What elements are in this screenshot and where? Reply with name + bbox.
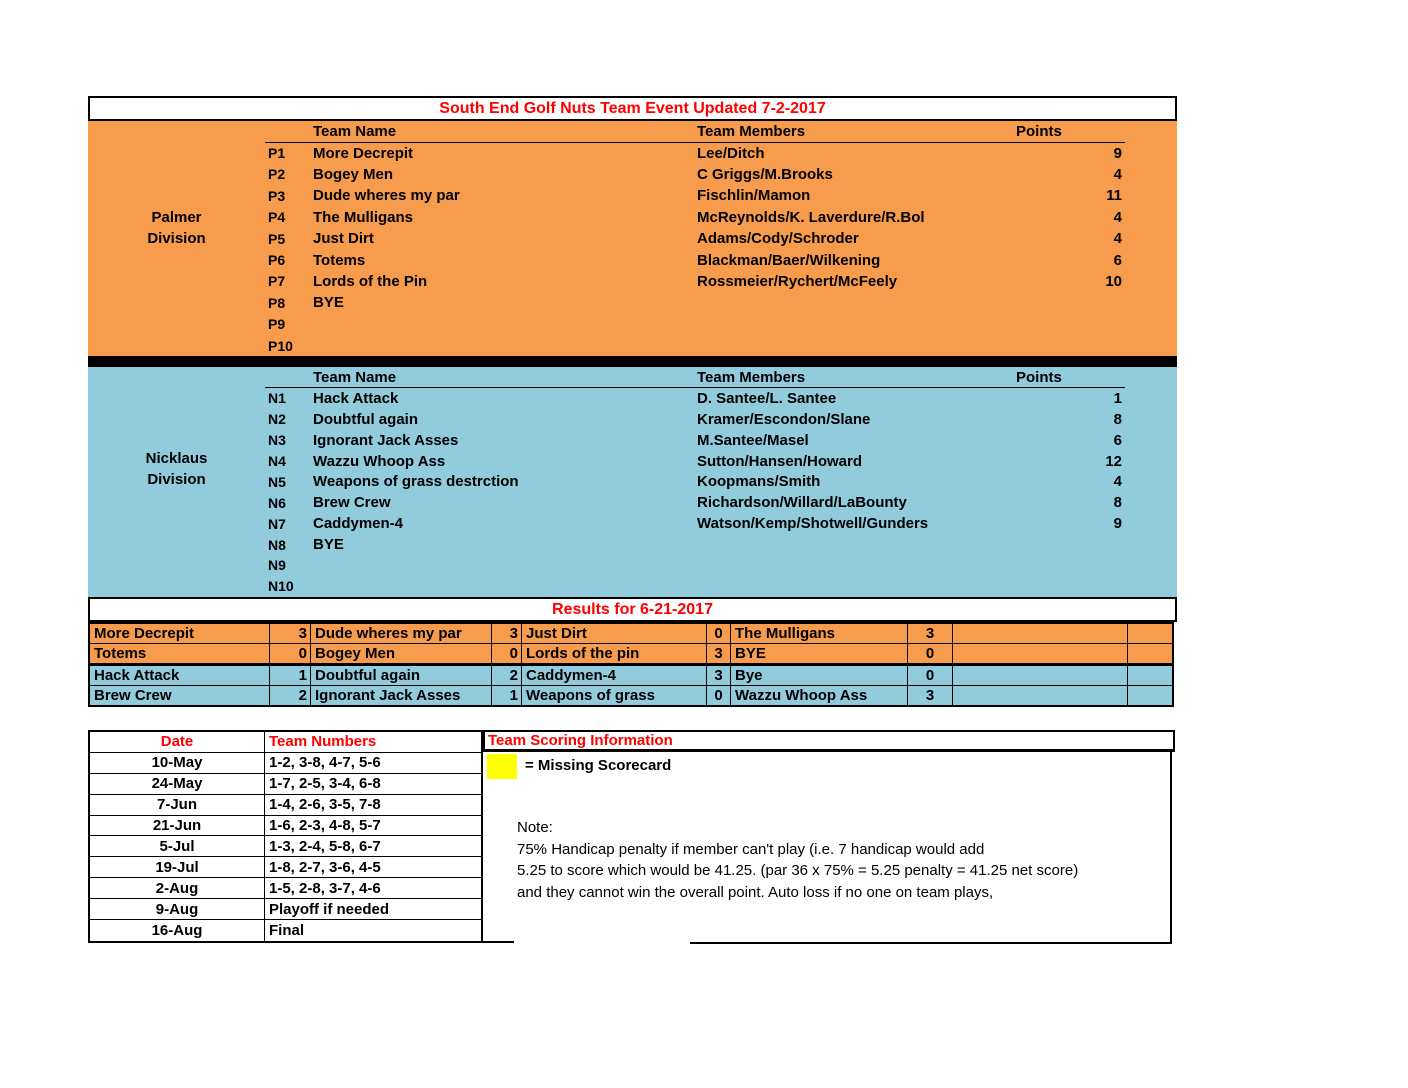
team-name-header: Team Name bbox=[313, 123, 397, 141]
result-score: 3 bbox=[707, 666, 731, 685]
team-name: The Mulligans bbox=[313, 208, 414, 226]
results-row bbox=[90, 666, 1172, 686]
team-row bbox=[88, 271, 1177, 292]
team-code: P5 bbox=[268, 230, 286, 247]
team-code: P7 bbox=[268, 273, 286, 290]
team-members: Kramer/Escondon/Slane bbox=[697, 410, 871, 428]
empty-cell bbox=[953, 624, 1128, 643]
team-name: Dude wheres my par bbox=[313, 187, 460, 205]
scoring-info-header: Team Scoring Information bbox=[483, 730, 1175, 752]
team-points: 12 bbox=[1105, 452, 1122, 470]
schedule-numbers: Final bbox=[269, 921, 305, 939]
column-header-row bbox=[88, 367, 1177, 388]
header-underline bbox=[265, 387, 1125, 388]
team-code: N10 bbox=[268, 578, 294, 595]
team-points: 1 bbox=[1113, 389, 1122, 407]
team-numbers-column-header: Team Numbers bbox=[265, 732, 481, 753]
schedule-table bbox=[88, 730, 483, 943]
result-team: Lords of the pin bbox=[522, 644, 707, 663]
result-score: 1 bbox=[492, 686, 522, 705]
results-title: Results for 6-21-2017 bbox=[88, 597, 1177, 622]
date-column-header: Date bbox=[90, 732, 265, 753]
result-team: Bye bbox=[731, 666, 908, 685]
schedule-numbers: 1-7, 2-5, 3-4, 6-8 bbox=[265, 774, 481, 795]
page-title: South End Golf Nuts Team Event Updated 7-2-2017 bbox=[88, 96, 1177, 121]
result-score: 0 bbox=[492, 644, 522, 663]
team-points: 8 bbox=[1113, 410, 1122, 428]
result-score: 0 bbox=[707, 686, 731, 705]
team-points: 4 bbox=[1113, 473, 1122, 491]
result-team: Totems bbox=[90, 644, 270, 663]
division-label-line1: Nicklaus bbox=[145, 450, 208, 467]
team-name: More Decrepit bbox=[313, 144, 414, 162]
team-code: N1 bbox=[268, 390, 286, 407]
team-code: P4 bbox=[268, 209, 286, 226]
team-code: P9 bbox=[268, 316, 286, 333]
schedule-numbers: Playoff if needed bbox=[265, 899, 481, 920]
team-members: Fischlin/Mamon bbox=[697, 187, 811, 205]
team-name: Hack Attack bbox=[313, 389, 399, 407]
team-row bbox=[88, 249, 1177, 270]
schedule-numbers: 1-6, 2-3, 4-8, 5-7 bbox=[265, 816, 481, 837]
schedule-date: 5-Jul bbox=[90, 836, 265, 857]
team-code: N8 bbox=[268, 536, 286, 553]
team-name-header: Team Name bbox=[313, 368, 397, 386]
result-team: More Decrepit bbox=[90, 624, 270, 643]
team-row bbox=[88, 555, 1177, 576]
result-score: 0 bbox=[908, 666, 953, 685]
team-members: Adams/Cody/Schroder bbox=[697, 230, 859, 248]
team-points: 8 bbox=[1113, 494, 1122, 512]
result-score: 0 bbox=[270, 644, 311, 663]
schedule-numbers: 1-5, 2-8, 3-7, 4-6 bbox=[265, 878, 481, 899]
nicklaus-division-table bbox=[88, 367, 1177, 597]
team-members: McReynolds/K. Laverdure/R.Bol bbox=[697, 208, 925, 226]
schedule-date: 19-Jul bbox=[90, 857, 265, 878]
team-code: N3 bbox=[268, 432, 286, 449]
team-code: P2 bbox=[268, 166, 286, 183]
result-score: 0 bbox=[707, 624, 731, 643]
team-code: N2 bbox=[268, 411, 286, 428]
results-row bbox=[90, 686, 1172, 705]
note-line-3: and they cannot win the overall point. Auto loss if no one on team plays, bbox=[517, 884, 994, 901]
team-points: 9 bbox=[1113, 144, 1122, 162]
result-team: Just Dirt bbox=[522, 624, 707, 643]
results-table bbox=[88, 622, 1174, 707]
team-code: N9 bbox=[268, 557, 286, 574]
team-members: Watson/Kemp/Shotwell/Gunders bbox=[697, 515, 929, 533]
result-team: Ignorant Jack Asses bbox=[311, 686, 492, 705]
team-members: Lee/Ditch bbox=[697, 144, 765, 162]
team-code: P10 bbox=[268, 337, 293, 354]
schedule-numbers: 1-2, 3-8, 4-7, 5-6 bbox=[265, 753, 481, 774]
team-row bbox=[88, 534, 1177, 555]
schedule-date: 9-Aug bbox=[90, 899, 265, 920]
palmer-division-table bbox=[88, 121, 1177, 356]
team-row bbox=[88, 576, 1177, 597]
result-team: Wazzu Whoop Ass bbox=[731, 686, 908, 705]
points-header: Points bbox=[1016, 123, 1062, 141]
schedule-date: 16-Aug bbox=[90, 920, 265, 941]
team-row bbox=[88, 314, 1177, 335]
points-header: Points bbox=[1016, 368, 1062, 386]
team-code: N5 bbox=[268, 473, 286, 490]
result-team: The Mulligans bbox=[731, 624, 908, 643]
empty-cell bbox=[953, 686, 1128, 705]
team-code: P8 bbox=[268, 294, 286, 311]
division-label bbox=[88, 449, 265, 491]
result-score: 1 bbox=[270, 666, 311, 685]
empty-cell bbox=[1128, 666, 1172, 685]
team-row bbox=[88, 388, 1177, 409]
team-code: P3 bbox=[268, 187, 286, 204]
team-name: Wazzu Whoop Ass bbox=[313, 452, 446, 470]
division-separator-bar bbox=[88, 356, 1177, 367]
team-points: 11 bbox=[1106, 187, 1122, 205]
scoring-box-bottom-border-left bbox=[483, 941, 514, 943]
schedule-date: 21-Jun bbox=[90, 816, 265, 837]
results-row bbox=[90, 644, 1172, 666]
result-team: Hack Attack bbox=[90, 666, 270, 685]
schedule-date: 10-May bbox=[90, 753, 265, 774]
team-code: N6 bbox=[268, 494, 286, 511]
result-score: 3 bbox=[908, 686, 953, 705]
team-name: BYE bbox=[313, 294, 344, 312]
schedule-numbers: 1-4, 2-6, 3-5, 7-8 bbox=[265, 795, 481, 816]
team-row bbox=[88, 142, 1177, 163]
division-label-line2: Division bbox=[147, 230, 206, 248]
team-points: 6 bbox=[1113, 251, 1122, 269]
scoring-box-right-border bbox=[1170, 752, 1172, 942]
result-team: Weapons of grass bbox=[522, 686, 707, 705]
result-team: BYE bbox=[731, 644, 908, 663]
empty-cell bbox=[953, 644, 1128, 663]
result-score: 0 bbox=[908, 644, 953, 663]
result-score: 3 bbox=[270, 624, 311, 643]
division-label-line1: Palmer bbox=[151, 209, 202, 226]
team-name: Doubtful again bbox=[313, 410, 418, 428]
team-members: Blackman/Baer/Wilkening bbox=[697, 251, 881, 269]
missing-scorecard-label: = Missing Scorecard bbox=[525, 757, 672, 774]
team-code: P1 bbox=[268, 145, 286, 162]
result-team: Brew Crew bbox=[90, 686, 270, 705]
result-team: Doubtful again bbox=[311, 666, 492, 685]
team-members: Rossmeier/Rychert/McFeely bbox=[697, 272, 898, 290]
note-line-1: 75% Handicap penalty if member can't play (i.e. 7 handicap would add bbox=[517, 841, 985, 858]
team-row bbox=[88, 513, 1177, 534]
team-name: Ignorant Jack Asses bbox=[313, 431, 459, 449]
empty-cell bbox=[1128, 686, 1172, 705]
schedule-numbers: 1-3, 2-4, 5-8, 6-7 bbox=[265, 836, 481, 857]
schedule-date: 24-May bbox=[90, 774, 265, 795]
team-points: 4 bbox=[1113, 208, 1122, 226]
empty-cell bbox=[953, 666, 1128, 685]
team-code: P6 bbox=[268, 252, 286, 269]
team-row bbox=[88, 292, 1177, 313]
team-name: Lords of the Pin bbox=[313, 272, 428, 290]
result-team: Caddymen-4 bbox=[522, 666, 707, 685]
team-name: BYE bbox=[313, 536, 344, 554]
team-name: Totems bbox=[313, 251, 366, 269]
header-underline bbox=[265, 142, 1125, 143]
team-code: N4 bbox=[268, 453, 286, 469]
empty-cell bbox=[1128, 644, 1172, 663]
result-score: 2 bbox=[492, 666, 522, 685]
team-points: 6 bbox=[1113, 431, 1122, 449]
division-label-line2: Division bbox=[147, 470, 206, 488]
result-score: 3 bbox=[492, 624, 522, 643]
team-row bbox=[88, 185, 1177, 206]
team-points: 4 bbox=[1113, 165, 1122, 183]
result-score: 3 bbox=[707, 644, 731, 663]
team-name: Brew Crew bbox=[313, 494, 391, 512]
team-members: Sutton/Hansen/Howard bbox=[697, 452, 863, 470]
team-points: 9 bbox=[1113, 515, 1122, 533]
team-name: Weapons of grass destrction bbox=[313, 473, 519, 491]
result-team: Dude wheres my par bbox=[311, 624, 492, 643]
team-members: M.Santee/Masel bbox=[697, 431, 809, 449]
team-name: Caddymen-4 bbox=[313, 515, 404, 533]
team-code: N7 bbox=[268, 515, 286, 532]
result-team: Bogey Men bbox=[311, 644, 492, 663]
team-members: Richardson/Willard/LaBounty bbox=[697, 494, 907, 512]
team-points: 4 bbox=[1113, 230, 1122, 248]
team-members-header: Team Members bbox=[697, 123, 806, 141]
team-row bbox=[88, 164, 1177, 185]
schedule-numbers: 1-8, 2-7, 3-6, 4-5 bbox=[265, 857, 481, 878]
missing-scorecard-swatch bbox=[487, 754, 517, 779]
team-members: C Griggs/M.Brooks bbox=[697, 165, 833, 183]
team-row bbox=[88, 430, 1177, 451]
result-score: 2 bbox=[270, 686, 311, 705]
empty-cell bbox=[1128, 624, 1172, 643]
division-label bbox=[88, 207, 265, 250]
result-score: 3 bbox=[908, 624, 953, 643]
column-header-row bbox=[88, 121, 1177, 142]
team-row bbox=[88, 335, 1177, 356]
team-members-header: Team Members bbox=[697, 368, 806, 386]
team-members: D. Santee/L. Santee bbox=[697, 389, 837, 407]
team-row bbox=[88, 492, 1177, 513]
team-row bbox=[88, 409, 1177, 430]
results-row bbox=[90, 624, 1172, 644]
schedule-date: 2-Aug bbox=[90, 878, 265, 899]
note-line-2: 5.25 to score which would be 41.25. (par 36 x 75% = 5.25 penalty = 41.25 net score) bbox=[517, 862, 1079, 879]
team-points: 10 bbox=[1105, 272, 1122, 290]
scoring-box-bottom-border-right bbox=[690, 942, 1172, 944]
team-name: Just Dirt bbox=[313, 230, 374, 248]
schedule-date: 7-Jun bbox=[90, 795, 265, 816]
note-label: Note: bbox=[517, 819, 553, 836]
team-name: Bogey Men bbox=[313, 165, 394, 183]
team-members: Koopmans/Smith bbox=[697, 473, 821, 491]
